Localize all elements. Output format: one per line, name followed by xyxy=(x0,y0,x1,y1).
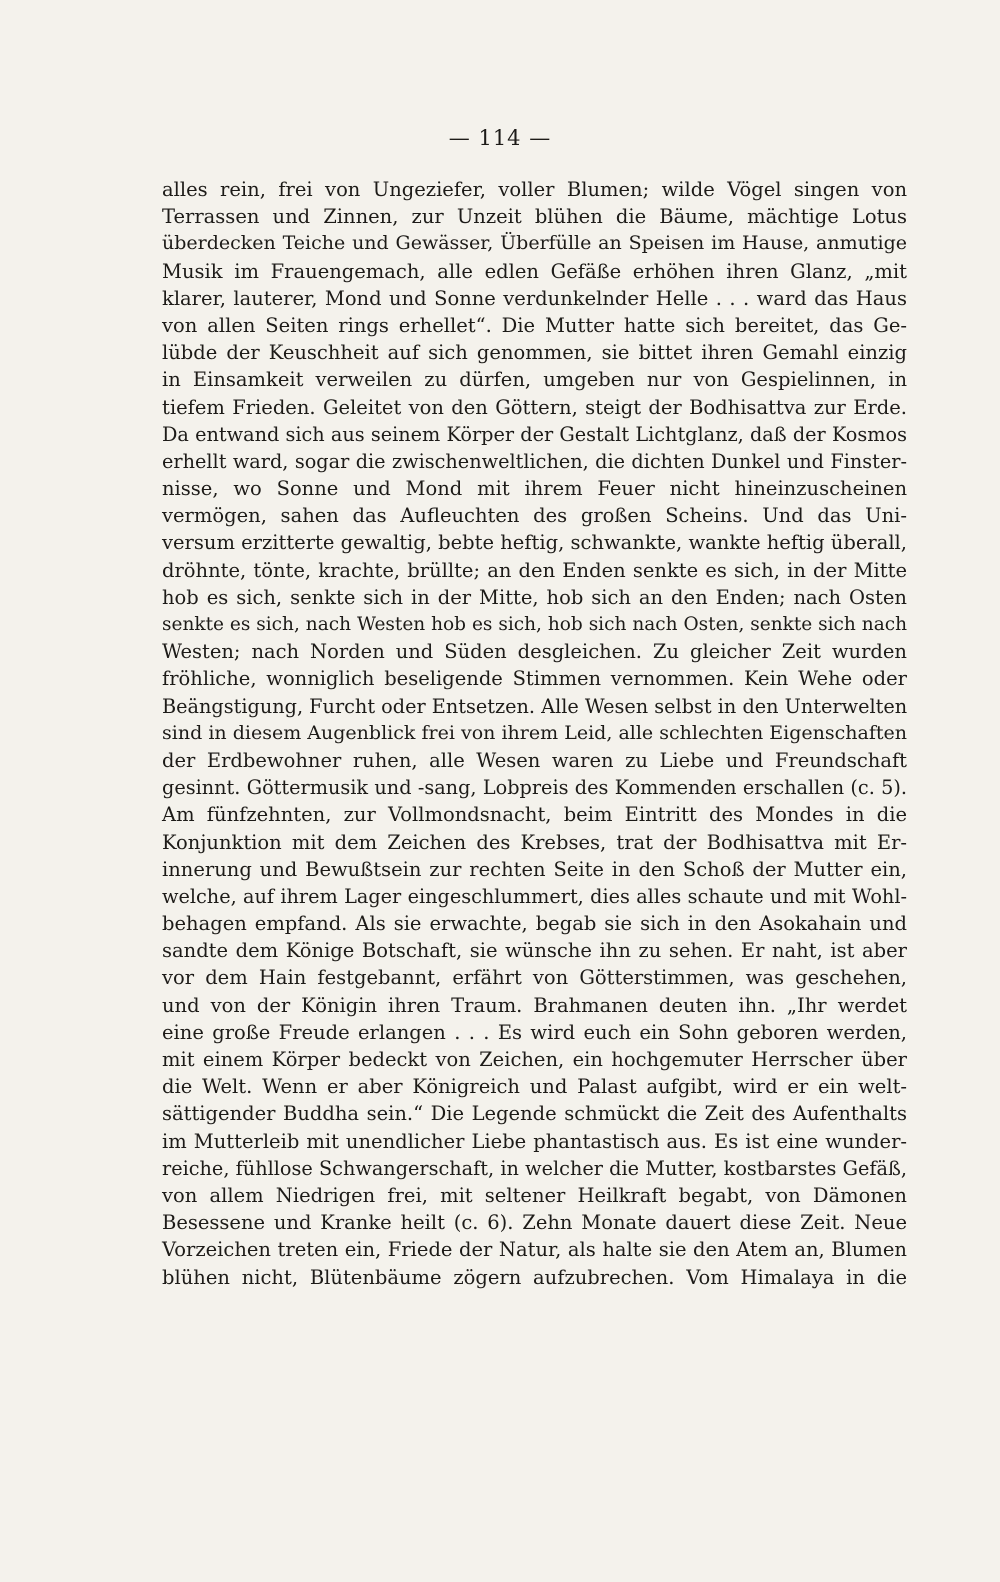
text-line: Beängstigung, Furcht oder Entsetzen. Alle Wesen selbst in den Unterwelten xyxy=(162,694,908,718)
text-line: Konjunktion mit dem Zeichen des Krebses, trat der Bodhisattva mit Er- xyxy=(162,830,907,854)
page-number: — 114 — xyxy=(448,126,552,150)
text-line: sind in diesem Augenblick frei von ihrem Leid, alle schlechten Eigenschaften xyxy=(162,721,907,744)
text-line: Besessene und Kranke heilt (c. 6). Zehn Monate dauert diese Zeit. Neue xyxy=(162,1211,907,1235)
text-line: reiche, fühllose Schwangerschaft, in welcher die Mutter, kostbarstes Gefäß, xyxy=(162,1156,907,1180)
text-line: innerung und Bewußtsein zur rechten Seite in den Schoß der Mutter ein, xyxy=(162,857,907,881)
text-line: versum erzitterte gewaltig, bebte heftig, schwankte, wankte heftig überall, xyxy=(162,531,907,555)
text-line: dröhnte, tönte, krachte, brüllte; an den Enden senkte es sich, in der Mitte xyxy=(162,558,907,582)
text-line: klarer, lauterer, Mond und Sonne verdunkelnder Helle . . . ward das Haus xyxy=(162,286,907,310)
text-line: vor dem Hain festgebannt, erfährt von Götterstimmen, was geschehen, xyxy=(162,966,907,990)
text-line: sandte dem Könige Botschaft, sie wünsche ihn zu sehen. Er naht, ist aber xyxy=(162,939,907,963)
text-line: Vorzeichen treten ein, Friede der Natur, als halte sie den Atem an, Blumen xyxy=(162,1238,907,1262)
text-line: hob es sich, senkte sich in der Mitte, hob sich an den Enden; nach Osten xyxy=(162,585,907,609)
text-line: von allem Niedrigen frei, mit seltener Heilkraft begabt, von Dämonen xyxy=(162,1183,907,1207)
text-line: im Mutterleib mit unendlicher Liebe phantastisch aus. Es ist eine wunder- xyxy=(162,1129,907,1153)
text-line: lübde der Keuschheit auf sich genommen, sie bittet ihren Gemahl einzig xyxy=(162,341,907,365)
text-line: senkte es sich, nach Westen hob es sich, hob sich nach Osten, senkte sich nach xyxy=(162,614,907,635)
text-line: welche, auf ihrem Lager eingeschlummert, dies alles schaute und mit Wohl- xyxy=(162,884,907,908)
text-line: blühen nicht, Blütenbäume zögern aufzubrechen. Vom Himalaya in die xyxy=(162,1265,907,1289)
text-line: nisse, wo Sonne und Mond mit ihrem Feuer nicht hineinzuscheinen xyxy=(162,477,907,501)
text-line: Da entwand sich aus seinem Körper der Gestalt Lichtglanz, daß der Kosmos xyxy=(162,422,907,446)
text-line: Am fünfzehnten, zur Vollmondsnacht, beim Eintritt des Mondes in die xyxy=(162,803,907,827)
text-line: eine große Freude erlangen . . . Es wird euch ein Sohn geboren werden, xyxy=(162,1020,907,1044)
text-line: fröhliche, wonniglich beseligende Stimmen vernommen. Kein Wehe oder xyxy=(162,667,907,691)
text-line: gesinnt. Göttermusik und -sang, Lobpreis des Kommenden erschallen (c. 5). xyxy=(162,776,907,800)
text-line: die Welt. Wenn er aber Königreich und Palast aufgibt, wird er ein welt- xyxy=(162,1075,907,1099)
text-line: vermögen, sahen das Aufleuchten des großen Scheins. Und das Uni- xyxy=(162,504,907,528)
body-text xyxy=(162,176,907,1291)
text-line: alles rein, frei von Ungeziefer, voller Blumen; wilde Vögel singen von xyxy=(162,178,907,201)
text-line: überdecken Teiche und Gewässer, Überfülle an Speisen im Hause, anmutige xyxy=(162,232,907,255)
text-line: Musik im Frauengemach, alle edlen Gefäße erhöhen ihren Glanz, „mit xyxy=(162,259,907,283)
text-line: Westen; nach Norden und Süden desgleichen. Zu gleicher Zeit wurden xyxy=(162,640,907,664)
text-line: behagen empfand. Als sie erwachte, begab sie sich in den Asokahain und xyxy=(162,912,907,936)
text-line: und von der Königin ihren Traum. Brahmanen deuten ihn. „Ihr werdet xyxy=(162,993,907,1017)
text-line: mit einem Körper bedeckt von Zeichen, ein hochgemuter Herrscher über xyxy=(162,1048,907,1071)
text-line: von allen Seiten rings erhellet“. Die Mutter hatte sich bereitet, das Ge- xyxy=(162,313,907,337)
text-line: sättigender Buddha sein.“ Die Legende schmückt die Zeit des Aufenthalts xyxy=(162,1102,907,1126)
text-line: in Einsamkeit verweilen zu dürfen, umgeben nur von Gespielinnen, in xyxy=(162,368,907,392)
text-line: erhellt ward, sogar die zwischenweltlichen, die dichten Dunkel und Finster- xyxy=(162,449,907,473)
text-line: der Erdbewohner ruhen, alle Wesen waren zu Liebe und Freundschaft xyxy=(162,748,907,772)
text-line: Terrassen und Zinnen, zur Unzeit blühen die Bäume, mächtige Lotus xyxy=(162,205,907,229)
text-line: tiefem Frieden. Geleitet von den Göttern, steigt der Bodhisattva zur Erde. xyxy=(162,395,907,419)
